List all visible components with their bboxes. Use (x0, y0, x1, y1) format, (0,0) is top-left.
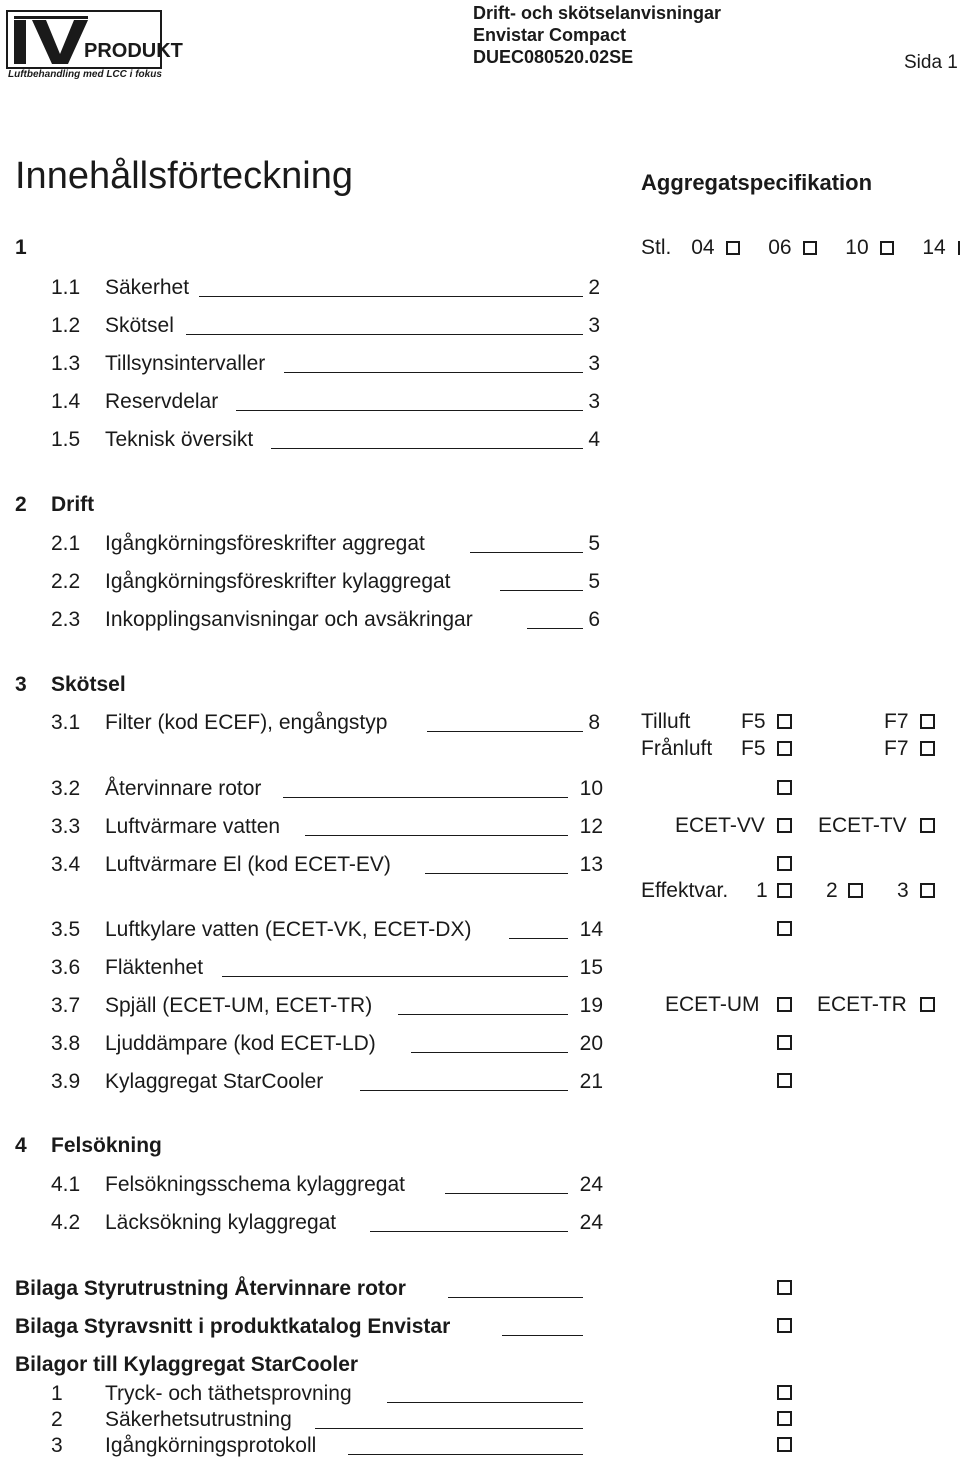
ecet-vv-checkbox[interactable] (777, 818, 792, 833)
tilluft-f7-label: F7 (884, 710, 909, 733)
size-04: 04 (691, 236, 715, 259)
size-10-checkbox[interactable] (880, 241, 894, 255)
size-04-checkbox[interactable] (726, 241, 740, 255)
ecet-um-checkbox[interactable] (777, 997, 792, 1012)
iv-produkt-logo (6, 10, 183, 80)
franluft-f5-checkbox[interactable] (777, 741, 792, 756)
spec-title: Aggregatspecifikation (641, 170, 873, 195)
tilluft-f5-label: F5 (741, 710, 766, 733)
franluft-f5-label: F5 (741, 737, 766, 760)
section-2-heading: 2 Drift (15, 493, 95, 516)
ecet-um-label: ECET-UM (665, 993, 760, 1016)
ecet-tv-checkbox[interactable] (920, 818, 935, 833)
page-number: Sida 1 (904, 52, 958, 73)
size-06: 06 (768, 236, 792, 259)
starcooler-attachments-title: Bilagor till Kylaggregat StarCooler (15, 1353, 359, 1376)
step-3-checkbox[interactable] (920, 883, 935, 898)
attachment-3-checkbox[interactable] (777, 1437, 792, 1452)
starcooler-checkbox[interactable] (777, 1073, 792, 1088)
tilluft-f5-checkbox[interactable] (777, 714, 792, 729)
franluft-label: Frånluft (641, 737, 713, 760)
attachment-catalog[interactable]: Bilaga Styravsnitt i produktkatalog Envistar (15, 1315, 451, 1338)
size-10: 10 (845, 236, 869, 259)
section-1-number: 1 (15, 236, 27, 259)
attachment-2-checkbox[interactable] (777, 1411, 792, 1426)
step-1-label: 1 (756, 879, 768, 902)
step-1-checkbox[interactable] (777, 883, 792, 898)
franluft-f7-checkbox[interactable] (920, 741, 935, 756)
logo-tagline: Luftbehandling med LCC i fokus (8, 69, 162, 80)
tilluft-label: Tilluft (641, 710, 691, 733)
effektvar-label: Effektvar. (641, 879, 729, 902)
size-14: 14 (922, 236, 946, 259)
product-name: Envistar Compact (473, 25, 627, 45)
step-3-label: 3 (897, 879, 909, 902)
el-heater-checkbox[interactable] (777, 856, 792, 871)
ecet-tv-label: ECET-TV (818, 814, 907, 837)
attachment-catalog-checkbox[interactable] (777, 1318, 792, 1333)
step-2-checkbox[interactable] (848, 883, 863, 898)
tilluft-f7-checkbox[interactable] (920, 714, 935, 729)
franluft-f7-label: F7 (884, 737, 909, 760)
section-4-heading: 4 Felsökning (15, 1134, 162, 1157)
attachment-rotor[interactable]: Bilaga Styrutrustning Återvinnare rotor (15, 1277, 406, 1300)
doc-title: Drift- och skötselanvisningar (473, 3, 722, 23)
logo-text: PRODUKT (84, 40, 183, 62)
silencer-checkbox[interactable] (777, 1035, 792, 1050)
size-row (641, 236, 960, 260)
size-label: Stl. (641, 236, 672, 259)
attachment-1-checkbox[interactable] (777, 1385, 792, 1400)
doc-code: DUEC080520.02SE (473, 47, 634, 67)
rotor-checkbox[interactable] (777, 780, 792, 795)
size-06-checkbox[interactable] (803, 241, 817, 255)
step-2-label: 2 (826, 879, 838, 902)
section-3-heading: 3 Skötsel (15, 673, 126, 696)
ecet-tr-label: ECET-TR (817, 993, 907, 1016)
page-title: Innehållsförteckning (15, 155, 353, 197)
cooler-checkbox[interactable] (777, 921, 792, 936)
attachment-rotor-checkbox[interactable] (777, 1280, 792, 1295)
ecet-tr-checkbox[interactable] (920, 997, 935, 1012)
ecet-vv-label: ECET-VV (675, 814, 765, 837)
